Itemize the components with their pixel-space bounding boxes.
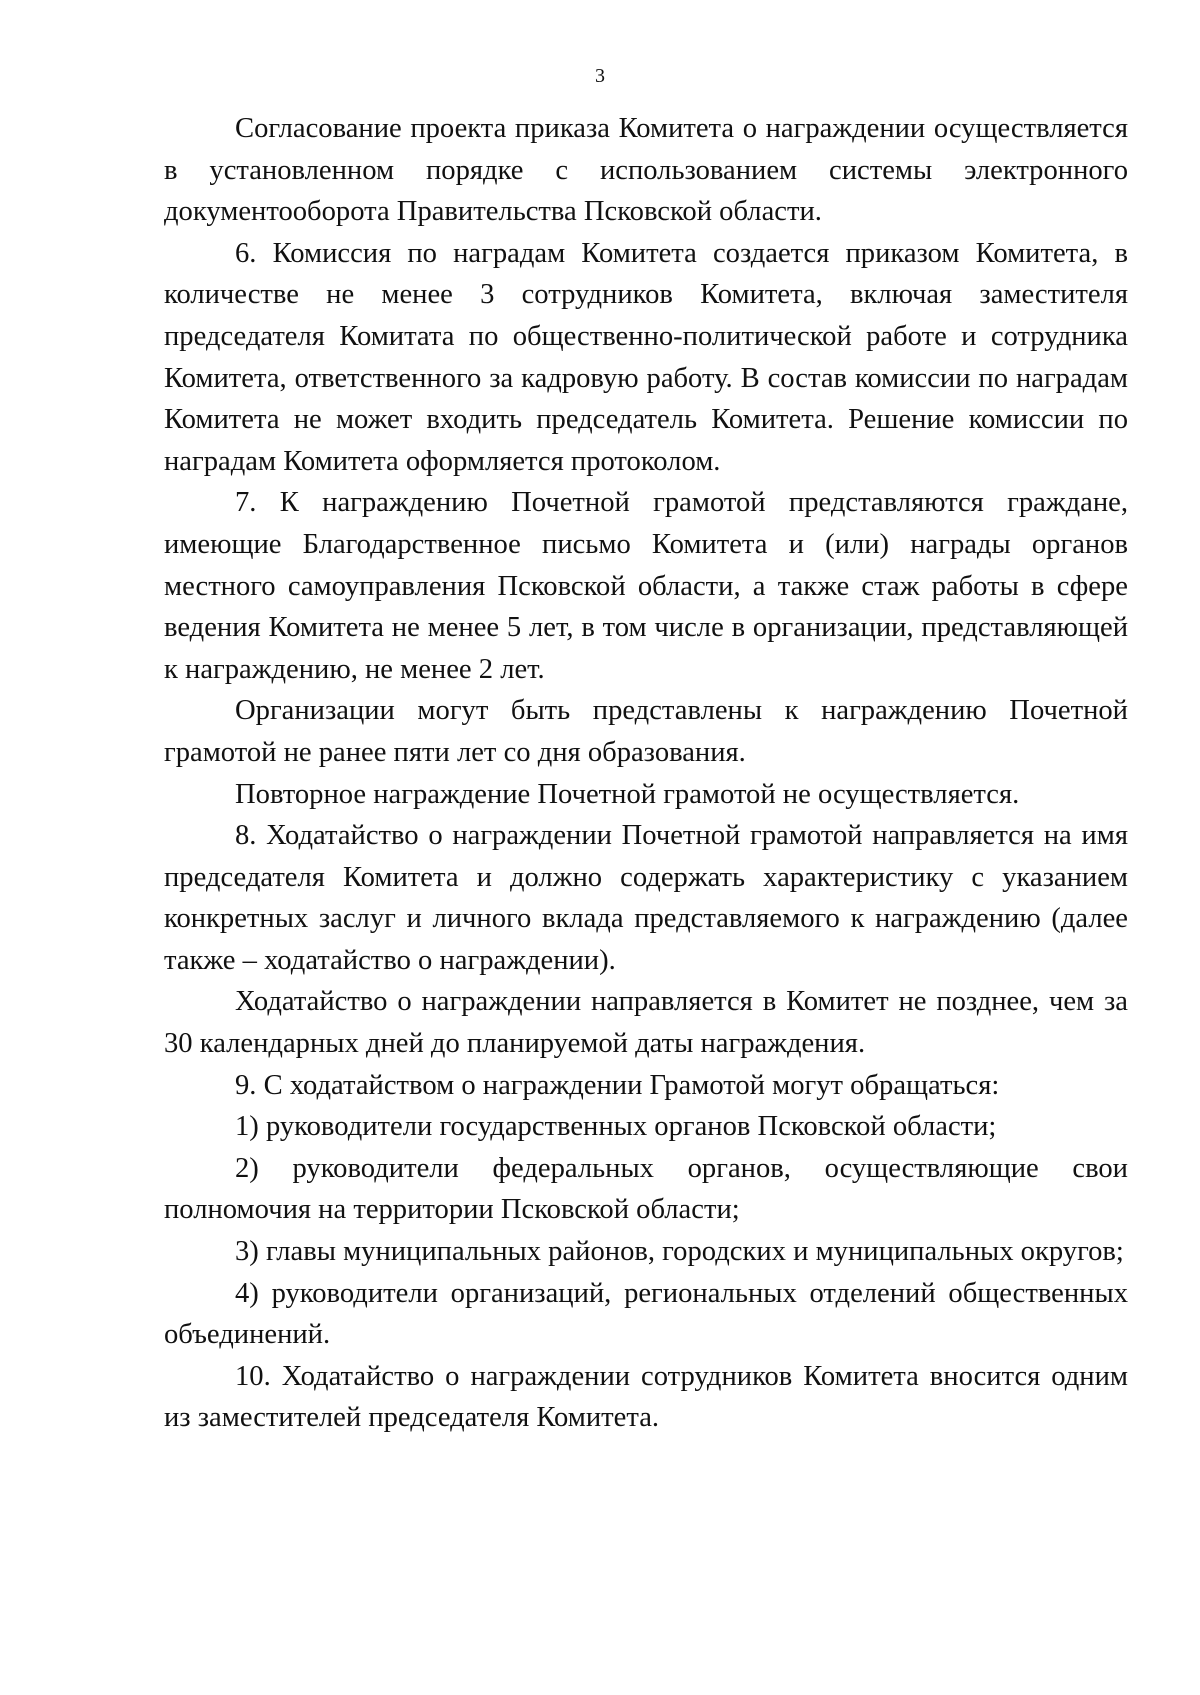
page-number: 3 bbox=[595, 65, 605, 87]
paragraph-6: 6. Комиссия по наградам Комитета создается приказом Комитета, в количестве не менее 3 сотрудников Комитета, включая заместителя председателя Комитата по общественно-политической работе и сотрудника Комитета, ответственного за кадровую работу. В состав комиссии по наградам Комитета не может входить председатель Комитета. Решение комиссии по наградам Комитета оформляется протоколом. bbox=[164, 237, 1128, 477]
list-item-4: 4) руководители организаций, региональных отделений общественных объединений. bbox=[164, 1277, 1128, 1351]
paragraph-8: 8. Ходатайство о награждении Почетной грамотой направляется на имя председателя Комитета и должно содержать характеристику с указанием конкретных заслуг и личного вклада представляемого к награждению (далее также – ходатайство о награждении). bbox=[164, 820, 1128, 976]
list-item-3: 3) главы муниципальных районов, городских и муниципальных округов; bbox=[235, 1236, 1124, 1268]
list-item-2: 2) руководители федеральных органов, осуществляющие свои полномочия на территории Псковской области; bbox=[164, 1152, 1128, 1226]
paragraph-organizations: Организации могут быть представлены к награждению Почетной грамотой не ранее пяти лет со дня образования. bbox=[164, 695, 1128, 768]
paragraph-7: 7. К награждению Почетной грамотой представляются граждане, имеющие Благодарственное письмо Комитета и (или) награды органов местного самоуправления Псковской области, а также стаж работы в сфере ведения Комитета не менее 5 лет, в том числе в организации, представляющей к награждению, не менее 2 лет. bbox=[164, 487, 1128, 685]
paragraph-deadline: Ходатайство о награждении направляется в Комитет не позднее, чем за 30 календарных дней до планируемой даты награждения. bbox=[164, 986, 1128, 1060]
list-item-1: 1) руководители государственных органов Псковской области; bbox=[235, 1111, 997, 1143]
document-body bbox=[164, 108, 1128, 1439]
paragraph-repeat-award: Повторное награждение Почетной грамотой не осуществляется. bbox=[235, 778, 1020, 810]
paragraph-10: 10. Ходатайство о награждении сотрудников Комитета вносится одним из заместителей председателя Комитета. bbox=[164, 1360, 1128, 1434]
paragraph-9: 9. С ходатайством о награждении Грамотой могут обращаться: bbox=[235, 1069, 1000, 1101]
paragraph-approval: Согласование проекта приказа Комитета о награждении осуществляется в установленном порядке с использованием системы электронного документооборота Правительства Псковской области. bbox=[164, 113, 1128, 228]
